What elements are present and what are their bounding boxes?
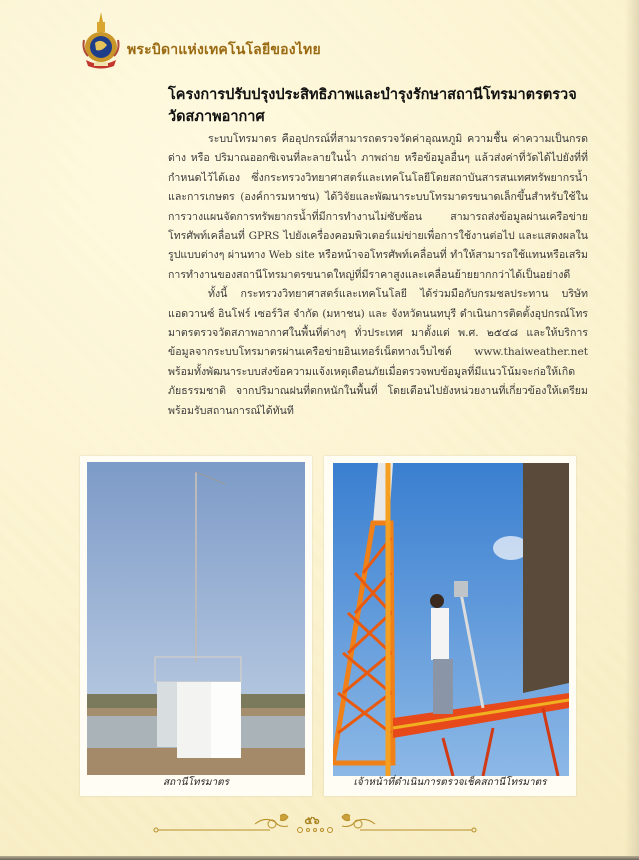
telemetry-station-photo [87, 462, 305, 775]
page-edge-shade [625, 0, 639, 860]
photo-card-station [80, 456, 312, 796]
header-title: พระบิดาแห่งเทคโนโลยีของไทย [127, 42, 321, 58]
scan-bottom-edge [0, 856, 639, 860]
article [168, 84, 588, 421]
photo-card-technician [324, 456, 576, 796]
footer-ornament [150, 808, 480, 848]
photo-caption: เจ้าหน้าที่ดำเนินการตรวจเช็คสถานีโทรมาตร [353, 777, 547, 788]
photo-caption: สถานีโทรมาตร [162, 777, 229, 788]
paragraph-1: ระบบโทรมาตร คืออุปกรณ์ที่สามารถตรวจวัดค่าอุณหภูมิ ความชื้น ค่าความเป็นกรดด่าง หรือ ปริมาณออกซิเจนที่ละลายในน้ำ ภาพถ่าย หรือข้อมูลอื่นๆ แล้วส่งค่าที่วัดได้ไปยังที่ที่กำหนดไว้ได้เอง ซึ่งกระทรวงวิทยาศาสตร์และเทคโนโลยีโดยสถาบันสารสนเทศทรัพยากรน้ำและการเกษตร (องค์การมหาชน) ได้วิจัยและพัฒนาระบบโทรมาตรขนาดเล็กขึ้นสำหรับใช้ในการวางแผนจัดการทรัพยากรน้ำที่มีการทำงานไม่ซับซ้อน สามารถส่งข้อมูลผ่านเครือข่ายโทรศัพท์เคลื่อนที่ GPRS ไปยังเครื่องคอมพิวเตอร์แม่ข่ายเพื่อการใช้งานต่อไป และแสดงผลในรูปแบบต่างๆ ผ่านทาง Web site หรือหน้าจอโทรศัพท์เคลื่อนที่ ทำให้สามารถใช้แทนหรือเสริมการทำงานของสถานีโทรมาตรขนาดใหญ่ที่มีราคาสูงและเคลื่อนย้ายยากกว่าได้เป็นอย่างดี [168, 133, 588, 281]
page-number: ๕๖ [304, 814, 320, 827]
paragraph-2: ทั้งนี้ กระทรวงวิทยาศาสตร์และเทคโนโลยี ได้ร่วมมือกับกรมชลประทาน บริษัท แอดวานซ์ อินโฟร์ เซอร์วิส จำกัด (มหาชน) และ จังหวัดนนทบุรี ดำเนินการติดตั้งอุปกรณ์โทรมาตรตรวจวัดสภาพอากาศในพื้นที่ต่างๆ ทั่วประเทศ มาตั้งแต่ พ.ศ. ๒๕๔๘ และให้บริการข้อมูลจากระบบโทรมาตรผ่านเครือข่ายอินเทอร์เน็ตทางเว็บไซต์ www.thaiweather.net พร้อมทั้งพัฒนาระบบส่งข้อความแจ้งเหตุเตือนภัยเมื่อตรวจพบข้อมูลที่มีแนวโน้มจะก่อให้เกิดภัยธรรมชาติ จากปริมาณฝนที่ตกหนักในพื้นที่ โดยเตือนไปยังหน่วยงานที่เกี่ยวข้องให้เตรียมพร้อมรับสถานการณ์ได้ทันที [168, 288, 588, 417]
royal-emblem-logo [80, 10, 122, 72]
technician-tower-photo [333, 463, 569, 776]
article-title: โครงการปรับปรุงประสิทธิภาพและบำรุงรักษาสถานีโทรมาตรตรวจวัดสภาพอากาศ [168, 87, 577, 125]
